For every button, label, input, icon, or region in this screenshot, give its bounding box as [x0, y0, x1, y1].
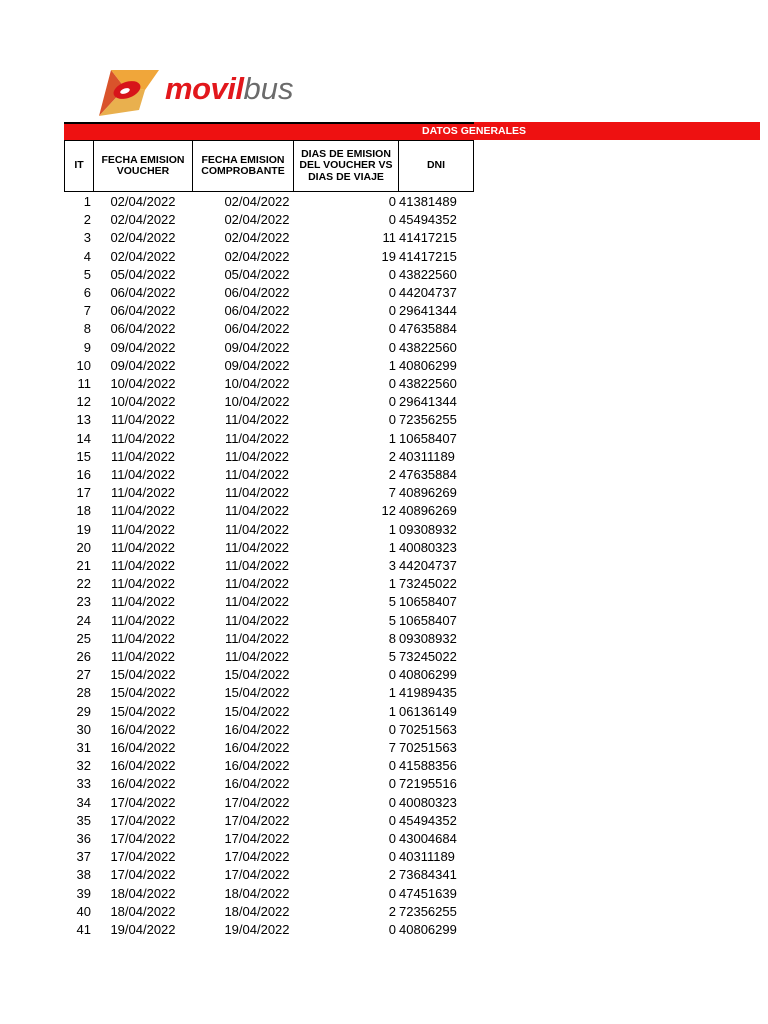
cell-fecha-voucher: 16/04/2022 [110, 740, 176, 755]
cell-it: 11 [77, 376, 91, 391]
cell-fecha-voucher: 10/04/2022 [110, 394, 176, 410]
cell-dias: 1 [388, 357, 396, 373]
cell-it: 14 [76, 430, 91, 446]
cell-fecha-comprobante: 06/04/2022 [224, 285, 290, 300]
cell-fecha-comprobante: 06/04/2022 [224, 321, 290, 337]
cell-dias: 1 [388, 576, 396, 592]
table-row [0, 502, 768, 520]
cell-dias: 0 [388, 776, 396, 792]
table-row [0, 539, 768, 557]
cell-it: 38 [76, 867, 91, 883]
table-row [0, 612, 768, 630]
cell-fecha-comprobante: 10/04/2022 [224, 394, 290, 410]
cell-fecha-voucher: 11/04/2022 [110, 649, 176, 664]
cell-it: 19 [76, 521, 91, 537]
cell-it: 35 [76, 812, 91, 828]
table-row [0, 339, 768, 357]
cell-it: 5 [83, 266, 91, 282]
table-row [0, 630, 768, 648]
cell-fecha-voucher: 17/04/2022 [110, 849, 176, 865]
cell-fecha-voucher: 02/04/2022 [110, 230, 176, 246]
table-row [0, 393, 768, 411]
cell-dias: 2 [388, 867, 396, 883]
table-row [0, 211, 768, 229]
table-row [0, 903, 768, 921]
cell-dias: 0 [388, 831, 396, 846]
cell-fecha-voucher: 11/04/2022 [110, 612, 176, 628]
cell-fecha-comprobante: 02/04/2022 [224, 194, 290, 209]
table-row [0, 830, 768, 848]
table-row [0, 739, 768, 757]
cell-dias: 0 [388, 758, 396, 774]
cell-dias: 1 [388, 521, 396, 537]
cell-dias: 0 [388, 412, 396, 428]
cell-it: 40 [76, 903, 91, 919]
cell-fecha-comprobante: 06/04/2022 [224, 303, 290, 319]
cell-it: 34 [76, 794, 91, 810]
cell-fecha-comprobante: 17/04/2022 [224, 831, 290, 846]
cell-it: 32 [76, 758, 91, 774]
cell-dni: 41381489 [399, 194, 457, 209]
logo-word-bus: bus [243, 71, 294, 106]
cell-fecha-comprobante: 16/04/2022 [224, 776, 290, 792]
movilbus-logo [95, 66, 295, 120]
cell-fecha-voucher: 11/04/2022 [110, 448, 176, 464]
cell-dni: 47635884 [399, 321, 457, 337]
cell-dni: 41417215 [399, 248, 457, 264]
cell-it: 30 [76, 721, 91, 737]
cell-it: 37 [76, 849, 91, 865]
cell-fecha-voucher: 02/04/2022 [110, 248, 176, 264]
cell-it: 22 [76, 576, 91, 592]
cell-dias: 3 [388, 558, 396, 573]
cell-fecha-comprobante: 15/04/2022 [224, 667, 290, 683]
cell-dias: 0 [388, 285, 396, 300]
cell-dni: 29641344 [399, 303, 457, 319]
cell-it: 24 [76, 612, 91, 628]
table-row [0, 302, 768, 320]
cell-dias: 1 [388, 430, 396, 446]
cell-fecha-voucher: 11/04/2022 [110, 503, 176, 519]
cell-dias: 5 [388, 649, 396, 664]
table-row [0, 411, 768, 429]
table-row [0, 248, 768, 266]
table-row [0, 757, 768, 775]
cell-dni: 72356255 [399, 903, 457, 919]
cell-fecha-comprobante: 16/04/2022 [224, 740, 290, 755]
cell-fecha-comprobante: 11/04/2022 [224, 649, 290, 664]
cell-fecha-voucher: 17/04/2022 [110, 867, 176, 883]
cell-it: 20 [76, 539, 91, 555]
cell-dni: 41588356 [399, 758, 457, 774]
cell-dias: 8 [388, 630, 396, 646]
cell-dni: 73245022 [399, 649, 457, 664]
cell-it: 6 [83, 285, 91, 300]
logo-word-movil: movil [165, 71, 244, 106]
table-row [0, 193, 768, 211]
cell-fecha-comprobante: 11/04/2022 [224, 612, 290, 628]
cell-dias: 12 [381, 503, 396, 519]
cell-fecha-comprobante: 16/04/2022 [224, 758, 290, 774]
table-row [0, 593, 768, 611]
cell-it: 13 [76, 412, 91, 428]
cell-fecha-voucher: 09/04/2022 [110, 357, 176, 373]
cell-fecha-comprobante: 11/04/2022 [224, 594, 290, 610]
cell-dias: 0 [388, 922, 396, 937]
header-dni: DNI [398, 140, 474, 192]
cell-it: 41 [76, 922, 91, 937]
logo-wordmark [165, 72, 293, 106]
cell-dni: 40806299 [399, 667, 457, 683]
cell-dni: 06136149 [399, 703, 457, 719]
cell-dias: 0 [388, 321, 396, 337]
cell-dias: 19 [381, 248, 396, 264]
cell-fecha-voucher: 11/04/2022 [110, 467, 176, 482]
cell-fecha-comprobante: 11/04/2022 [224, 558, 290, 573]
cell-dias: 0 [388, 339, 396, 355]
cell-dni: 09308932 [399, 521, 457, 537]
cell-it: 9 [83, 339, 91, 355]
table-row [0, 284, 768, 302]
cell-fecha-voucher: 16/04/2022 [110, 776, 176, 792]
cell-it: 26 [76, 649, 91, 664]
table-row [0, 721, 768, 739]
cell-it: 39 [76, 885, 91, 901]
cell-fecha-voucher: 17/04/2022 [110, 794, 176, 810]
cell-fecha-voucher: 11/04/2022 [110, 630, 176, 646]
cell-fecha-voucher: 06/04/2022 [110, 285, 176, 300]
cell-fecha-voucher: 15/04/2022 [110, 685, 176, 701]
cell-dni: 44204737 [399, 558, 457, 573]
cell-fecha-comprobante: 17/04/2022 [224, 794, 290, 810]
cell-dni: 70251563 [399, 740, 457, 755]
table-row [0, 357, 768, 375]
cell-dni: 43822560 [399, 339, 457, 355]
table-row [0, 266, 768, 284]
cell-dni: 72356255 [399, 412, 457, 428]
cell-fecha-comprobante: 18/04/2022 [224, 903, 290, 919]
cell-dni: 40080323 [399, 539, 457, 555]
table-row [0, 848, 768, 866]
cell-dni: 40806299 [399, 922, 457, 937]
cell-dias: 0 [388, 667, 396, 683]
cell-dni: 09308932 [399, 630, 457, 646]
table-row [0, 775, 768, 793]
header-dias: DIAS DE EMISION DEL VOUCHER VS DIAS DE VIAJE [293, 140, 399, 192]
cell-fecha-voucher: 05/04/2022 [110, 266, 176, 282]
cell-fecha-comprobante: 17/04/2022 [224, 867, 290, 883]
cell-fecha-comprobante: 11/04/2022 [224, 467, 290, 482]
cell-fecha-comprobante: 15/04/2022 [224, 703, 290, 719]
cell-dias: 0 [388, 376, 396, 391]
cell-fecha-voucher: 11/04/2022 [110, 430, 176, 446]
table-row [0, 575, 768, 593]
cell-dias: 5 [388, 594, 396, 610]
cell-fecha-comprobante: 18/04/2022 [224, 885, 290, 901]
table-row [0, 484, 768, 502]
cell-dias: 0 [388, 721, 396, 737]
cell-fecha-comprobante: 11/04/2022 [224, 539, 290, 555]
cell-it: 18 [76, 503, 91, 519]
cell-dni: 45494352 [399, 812, 457, 828]
cell-fecha-comprobante: 02/04/2022 [224, 248, 290, 264]
cell-fecha-comprobante: 15/04/2022 [224, 685, 290, 701]
cell-it: 16 [76, 467, 91, 482]
cell-it: 33 [76, 776, 91, 792]
table-row [0, 229, 768, 247]
cell-fecha-voucher: 02/04/2022 [110, 194, 176, 209]
cell-fecha-voucher: 11/04/2022 [110, 521, 176, 537]
cell-fecha-comprobante: 02/04/2022 [224, 212, 290, 228]
cell-dias: 0 [388, 849, 396, 865]
cell-dni: 43822560 [399, 376, 457, 391]
cell-dias: 1 [388, 703, 396, 719]
table-row [0, 812, 768, 830]
cell-fecha-comprobante: 11/04/2022 [224, 521, 290, 537]
cell-dni: 41417215 [399, 230, 457, 246]
cell-fecha-voucher: 18/04/2022 [110, 885, 176, 901]
cell-dias: 0 [388, 812, 396, 828]
cell-it: 29 [76, 703, 91, 719]
logo-mark-icon [95, 66, 159, 120]
cell-dni: 10658407 [399, 612, 457, 628]
cell-dias: 0 [388, 212, 396, 228]
cell-fecha-voucher: 19/04/2022 [110, 922, 176, 937]
table-row [0, 448, 768, 466]
cell-fecha-comprobante: 17/04/2022 [224, 849, 290, 865]
header-fecha-comprobante: FECHA EMISION COMPROBANTE [192, 140, 294, 192]
table-row [0, 684, 768, 702]
cell-dni: 44204737 [399, 285, 457, 300]
cell-fecha-voucher: 11/04/2022 [110, 485, 176, 501]
table-row [0, 794, 768, 812]
table-row [0, 885, 768, 903]
cell-fecha-voucher: 15/04/2022 [110, 667, 176, 683]
cell-dias: 0 [388, 885, 396, 901]
table-row [0, 666, 768, 684]
cell-fecha-comprobante: 11/04/2022 [224, 485, 290, 501]
cell-fecha-comprobante: 11/04/2022 [224, 412, 290, 428]
table-row [0, 430, 768, 448]
cell-fecha-voucher: 16/04/2022 [110, 721, 176, 737]
cell-fecha-comprobante: 11/04/2022 [224, 430, 290, 446]
cell-fecha-voucher: 09/04/2022 [110, 339, 176, 355]
cell-fecha-comprobante: 10/04/2022 [224, 376, 290, 391]
cell-it: 36 [76, 831, 91, 846]
cell-it: 17 [76, 485, 91, 501]
cell-dni: 29641344 [399, 394, 457, 410]
table-row [0, 521, 768, 539]
table-row [0, 557, 768, 575]
cell-fecha-voucher: 06/04/2022 [110, 321, 176, 337]
cell-it: 2 [83, 212, 91, 228]
cell-fecha-comprobante: 09/04/2022 [224, 339, 290, 355]
cell-it: 7 [83, 303, 91, 319]
cell-fecha-voucher: 17/04/2022 [110, 812, 176, 828]
cell-dni: 47451639 [399, 885, 457, 901]
cell-it: 3 [83, 230, 91, 246]
cell-fecha-voucher: 06/04/2022 [110, 303, 176, 319]
cell-fecha-voucher: 11/04/2022 [110, 412, 176, 428]
cell-dias: 0 [388, 194, 396, 209]
table-row [0, 866, 768, 884]
cell-fecha-comprobante: 11/04/2022 [224, 503, 290, 519]
cell-dias: 2 [388, 903, 396, 919]
cell-it: 1 [83, 194, 91, 209]
cell-it: 31 [76, 740, 91, 755]
cell-dias: 2 [388, 467, 396, 482]
cell-dias: 0 [388, 794, 396, 810]
cell-dias: 1 [388, 539, 396, 555]
cell-fecha-voucher: 10/04/2022 [110, 376, 176, 391]
cell-fecha-comprobante: 11/04/2022 [224, 630, 290, 646]
header-it: IT [64, 140, 94, 192]
cell-dias: 0 [388, 303, 396, 319]
cell-fecha-voucher: 11/04/2022 [110, 558, 176, 573]
cell-it: 23 [76, 594, 91, 610]
cell-it: 28 [76, 685, 91, 701]
cell-dni: 70251563 [399, 721, 457, 737]
cell-dni: 43004684 [399, 831, 457, 846]
section-banner-text [64, 122, 760, 140]
cell-dias: 2 [388, 448, 396, 464]
cell-it: 4 [83, 248, 91, 264]
table-row [0, 703, 768, 721]
cell-dias: 7 [388, 740, 396, 755]
cell-it: 12 [76, 394, 91, 410]
cell-dni: 72195516 [399, 776, 457, 792]
cell-dni: 40311189 [399, 448, 455, 464]
cell-it: 27 [76, 667, 91, 683]
cell-fecha-voucher: 18/04/2022 [110, 903, 176, 919]
cell-fecha-comprobante: 19/04/2022 [224, 922, 290, 937]
cell-dni: 40896269 [399, 485, 457, 501]
cell-dias: 5 [388, 612, 396, 628]
table-row [0, 921, 768, 939]
table-row [0, 320, 768, 338]
table-row [0, 375, 768, 393]
cell-fecha-comprobante: 02/04/2022 [224, 230, 290, 246]
cell-it: 21 [76, 558, 91, 573]
cell-dias: 0 [388, 266, 396, 282]
section-title: DATOS GENERALES [422, 125, 527, 137]
cell-fecha-voucher: 02/04/2022 [110, 212, 176, 228]
cell-dias: 1 [388, 685, 396, 701]
cell-dni: 10658407 [399, 430, 457, 446]
cell-dni: 47635884 [399, 467, 457, 482]
cell-dias: 0 [388, 394, 396, 410]
table-row [0, 466, 768, 484]
cell-fecha-voucher: 11/04/2022 [110, 576, 176, 592]
cell-it: 10 [76, 357, 91, 373]
cell-dni: 41989435 [399, 685, 457, 701]
cell-it: 8 [83, 321, 91, 337]
cell-dni: 40080323 [399, 794, 457, 810]
cell-dni: 45494352 [399, 212, 457, 228]
cell-it: 15 [76, 448, 91, 464]
cell-dni: 40311189 [399, 849, 455, 865]
cell-dni: 43822560 [399, 266, 457, 282]
cell-dni: 73684341 [399, 867, 457, 883]
cell-dias: 7 [388, 485, 396, 501]
cell-fecha-comprobante: 05/04/2022 [224, 266, 290, 282]
cell-fecha-comprobante: 17/04/2022 [224, 812, 290, 828]
cell-dias: 11 [382, 230, 396, 246]
header-fecha-voucher: FECHA EMISION VOUCHER [93, 140, 193, 192]
cell-fecha-voucher: 16/04/2022 [110, 758, 176, 774]
cell-fecha-comprobante: 16/04/2022 [224, 721, 290, 737]
table-row [0, 648, 768, 666]
cell-it: 25 [76, 630, 91, 646]
cell-fecha-comprobante: 09/04/2022 [224, 357, 290, 373]
cell-fecha-comprobante: 11/04/2022 [224, 576, 290, 592]
cell-fecha-voucher: 15/04/2022 [110, 703, 176, 719]
cell-fecha-voucher: 17/04/2022 [110, 831, 176, 846]
cell-fecha-voucher: 11/04/2022 [110, 539, 176, 555]
cell-dni: 10658407 [399, 594, 457, 610]
cell-dni: 40806299 [399, 357, 457, 373]
cell-fecha-comprobante: 11/04/2022 [224, 448, 290, 464]
cell-dni: 73245022 [399, 576, 457, 592]
cell-fecha-voucher: 11/04/2022 [110, 594, 176, 610]
cell-dni: 40896269 [399, 503, 457, 519]
